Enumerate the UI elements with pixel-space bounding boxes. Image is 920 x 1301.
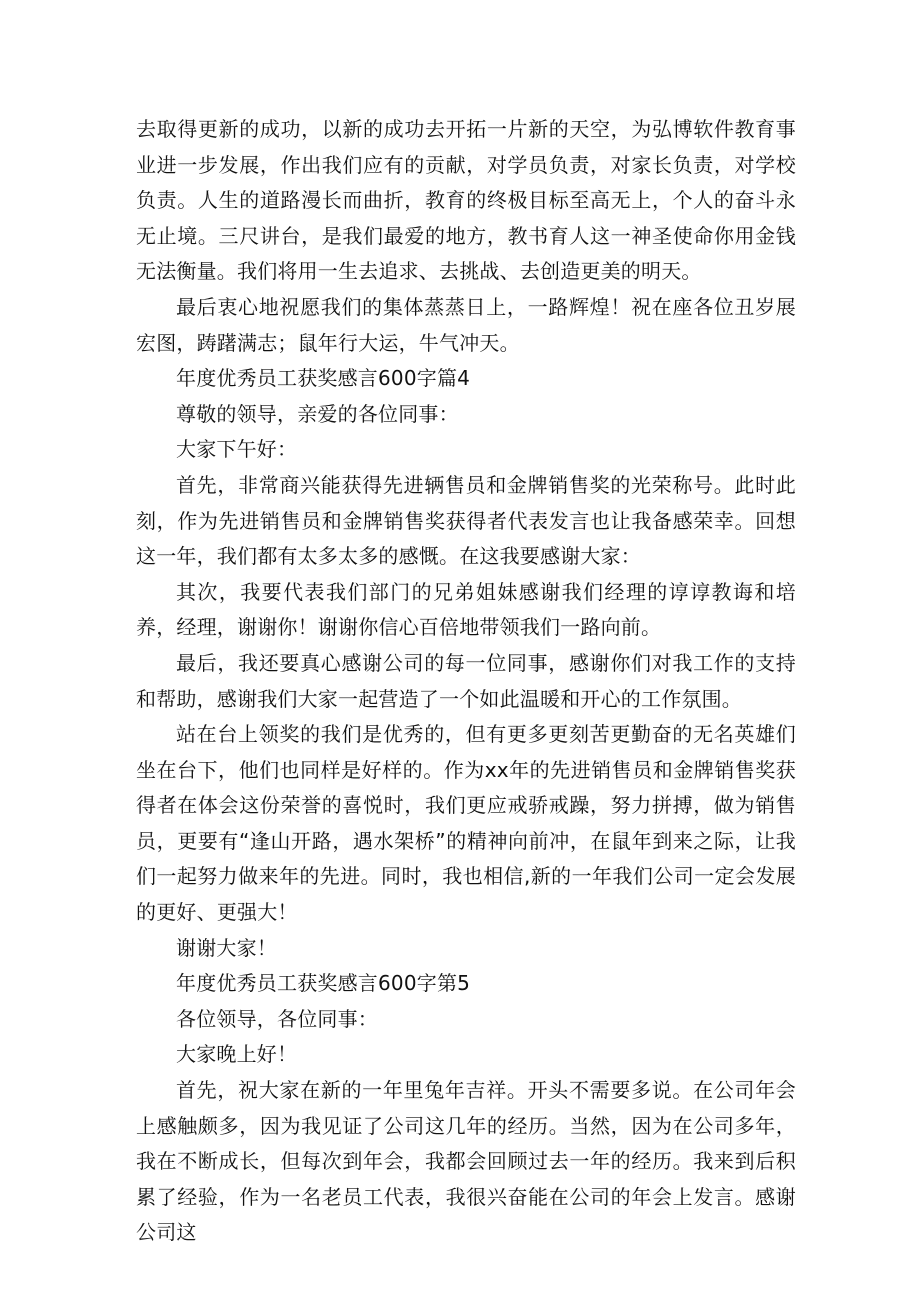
section-heading-5: 年度优秀员工获奖感言600字第5 (176, 971, 471, 996)
paragraph-closing-wishes: 最后衷心地祝愿我们的集体蒸蒸日上，一路辉煌！祝在座各位丑岁展宏图，踌躇满志；鼠年行大运，牛气冲天。 (136, 294, 796, 355)
document-body (136, 112, 796, 1251)
paragraph-continuation: 去取得更新的成功，以新的成功去开拓一片新的天空，为弘博软件教育事业进一步发展，作出我们应有的贡献，对学员负责，对家长负责，对学校负责。人生的道路漫长而曲折，教育的终极目标至高无上，个人的奋斗永无止境。三尺讲台，是我们最爱的地方，教书育人这一神圣使命你用金钱无法衡量。我们将用一生去追求、去挑战、去创造更美的明天。 (136, 117, 796, 284)
salutation-2: 各位领导，各位同事： (176, 1006, 378, 1031)
paragraph-second: 其次，我要代表我们部门的兄弟姐妹感谢我们经理的谆谆教诲和培养，经理，谢谢你！谢谢你信心百倍地带领我们一路向前。 (136, 579, 796, 640)
paragraph-new-year: 首先，祝大家在新的一年里兔年吉祥。开头不需要多说。在公司年会上感触颇多，因为我见证了公司这几年的经历。当然，因为在公司多年，我在不断成长，但每次到年会，我都会回顾过去一年的经历。我来到后积累了经验，作为一名老员工代表，我很兴奋能在公司的年会上发言。感谢公司这 (136, 1078, 796, 1245)
paragraph-first: 首先，非常商兴能获得先进辆售员和金牌销售奖的光荣称号。此时此刻，作为先进销售员和金牌销售奖获得者代表发言也让我备感荣幸。回想这一年，我们都有太多太多的感慨。在这我要感谢大家： (136, 472, 796, 569)
paragraph-podium: 站在台上领奖的我们是优秀的，但有更多更刻苦更勤奋的无名英雄们坐在台下，他们也同样是好样的。作为xx年的先进销售员和金牌销售奖获得者在体会这份荣誉的喜悦时，我们更应戒骄戒躁，努力拼搏，做为销售员，更要有“逢山开路，遇水架桥”的精神向前冲，在鼠年到来之际，让我们一起努力做来年的先进。同时，我也相信,新的一年我们公司一定会发展的更好、更强大！ (136, 722, 796, 925)
greeting-2: 大家晚上好！ (176, 1042, 298, 1067)
salutation: 尊敬的领导，亲爱的各位同事： (176, 401, 459, 426)
thanks-line: 谢谢大家！ (176, 935, 277, 960)
greeting: 大家下午好： (176, 437, 298, 462)
section-heading-4: 年度优秀员工获奖感言600字篇4 (176, 366, 471, 391)
paragraph-last: 最后，我还要真心感谢公司的每一位同事，感谢你们对我工作的支持和帮助，感谢我们大家一起营造了一个如此温暖和开心的工作氛围。 (136, 650, 796, 711)
